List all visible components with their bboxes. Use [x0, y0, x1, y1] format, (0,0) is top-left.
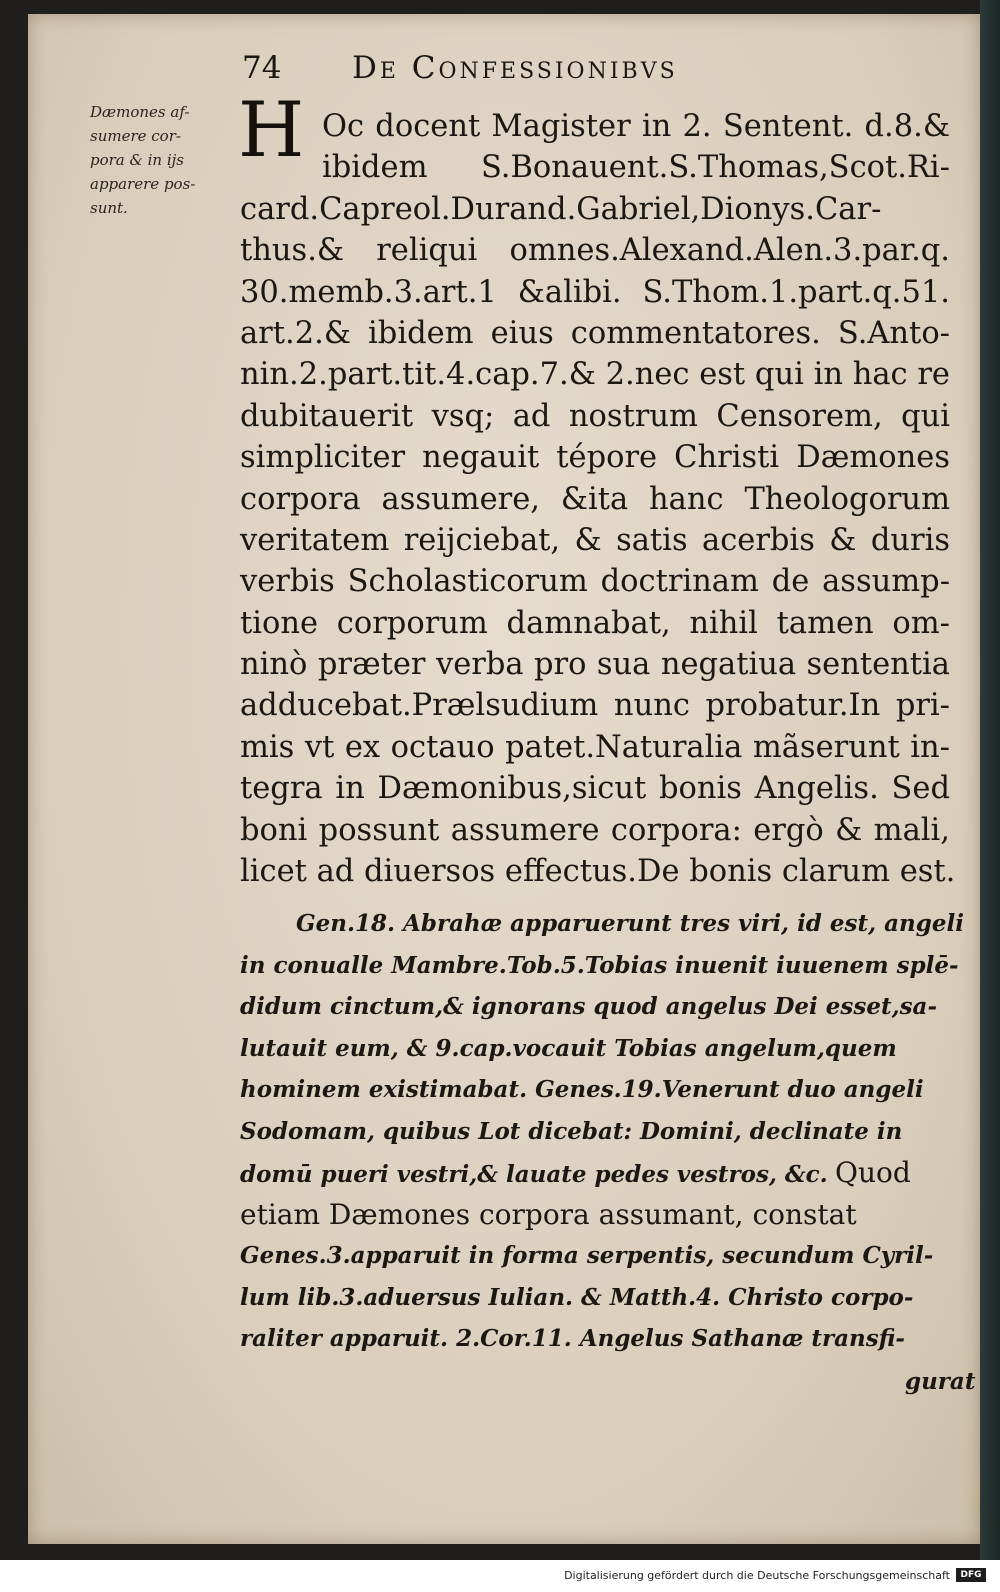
- citation-line: raliter apparuit. 2.Cor.11. Angelus Sathanæ transfi-: [240, 1325, 905, 1352]
- margin-note-line: apparere pos-: [90, 175, 196, 193]
- citation-line: in conualle Mambre.Tob.5.Tobias inuenit iuuenem splē-: [240, 951, 959, 979]
- margin-note-line: Dæmones af-: [90, 103, 190, 121]
- citation-line: Gen.18. Abrahæ apparuerunt tres viri, id est, angeli: [296, 910, 964, 937]
- text-line: boni possunt assumere corpora: ergò & mali,: [240, 812, 950, 848]
- funding-credit: Digitalisierung gefördert durch die Deutsche Forschungsgemeinschaft: [564, 1569, 950, 1582]
- text-line: art.2.& ibidem eius commentatores. S.Anto-: [240, 315, 950, 351]
- citation-line: lutauit eum, & 9.cap.vocauit Tobias angelum,quem: [240, 1034, 897, 1062]
- citation-line: lum lib.3.aduersus Iulian. & Matth.4. Christo corpo-: [240, 1283, 914, 1311]
- citation-italic: domū pueri vestri,& lauate pedes vestros, &c.: [240, 1161, 828, 1188]
- text-line: nin.2.part.tit.4.cap.7.& 2.nec est qui in hac re: [240, 357, 950, 393]
- citation-line: hominem existimabat. Genes.19.Venerunt duo angeli: [240, 1076, 924, 1103]
- catchword: gurat: [905, 1368, 976, 1395]
- text-line: dubitauerit vsq; ad nostrum Censorem, qui: [240, 398, 950, 434]
- text-line: corpora assumere, &ita hanc Theologorum: [240, 481, 950, 517]
- page-header: [242, 50, 842, 94]
- text-line: licet ad diuersos effectus.De bonis clarum est.: [240, 854, 956, 890]
- text-line: ninò præter verba pro sua negatiua sententia: [240, 647, 950, 683]
- running-title: De Confessionibvs: [352, 50, 678, 86]
- citation-line: Sodomam, quibus Lot dicebat: Domini, declinate in: [240, 1117, 903, 1145]
- text-line: thus.& reliqui omnes.Alexand.Alen.3.par.q.: [240, 233, 950, 269]
- citation-line: didum cinctum,& ignorans quod angelus Dei esset,sa-: [240, 993, 937, 1020]
- margin-note: [90, 100, 238, 220]
- text-line: ibidem S.Bonauent.S.Thomas,Scot.Ri-: [322, 150, 950, 186]
- scan-border: [980, 0, 1000, 1560]
- margin-note-line: pora & in ijs: [90, 151, 185, 169]
- text-line: simpliciter negauit tépore Christi Dæmones: [240, 440, 950, 476]
- text-line: verbis Scholasticorum doctrinam de assump-: [240, 564, 950, 600]
- main-text: [240, 106, 956, 892]
- page-number: 74: [242, 50, 282, 86]
- dfg-logo-icon: DFG: [956, 1568, 986, 1582]
- citation-line: Genes.3.apparuit in forma serpentis, secundum Cyril-: [240, 1242, 934, 1269]
- text-line: card.Capreol.Durand.Gabriel,Dionys.Car-: [240, 191, 882, 227]
- text-line: tione corporum damnabat, nihil tamen om-: [240, 605, 950, 641]
- citation-block: [240, 903, 964, 1360]
- drop-capital: H: [238, 85, 305, 174]
- text-line: veritatem reijciebat, & satis acerbis & duris: [240, 522, 950, 558]
- text-line: 30.memb.3.art.1 &alibi. S.Thom.1.part.q.51.: [240, 274, 950, 310]
- text-line: tegra in Dæmonibus,sicut bonis Angelis. Sed: [240, 771, 950, 807]
- margin-note-line: sunt.: [90, 199, 128, 217]
- footer-bar: [0, 1560, 1000, 1592]
- text-line: Oc docent Magister in 2. Sentent. d.8.&: [322, 109, 950, 144]
- citation-line: [240, 1152, 955, 1194]
- citation-line: etiam Dæmones corpora assumant, constat: [240, 1197, 857, 1231]
- citation-roman: Quod: [835, 1156, 911, 1189]
- text-line: adducebat.Prælsudium nunc probatur.In pri-: [240, 688, 950, 724]
- text-line: mis vt ex octauo patet.Naturalia mãserunt in-: [240, 729, 950, 765]
- margin-note-line: sumere cor-: [90, 127, 181, 145]
